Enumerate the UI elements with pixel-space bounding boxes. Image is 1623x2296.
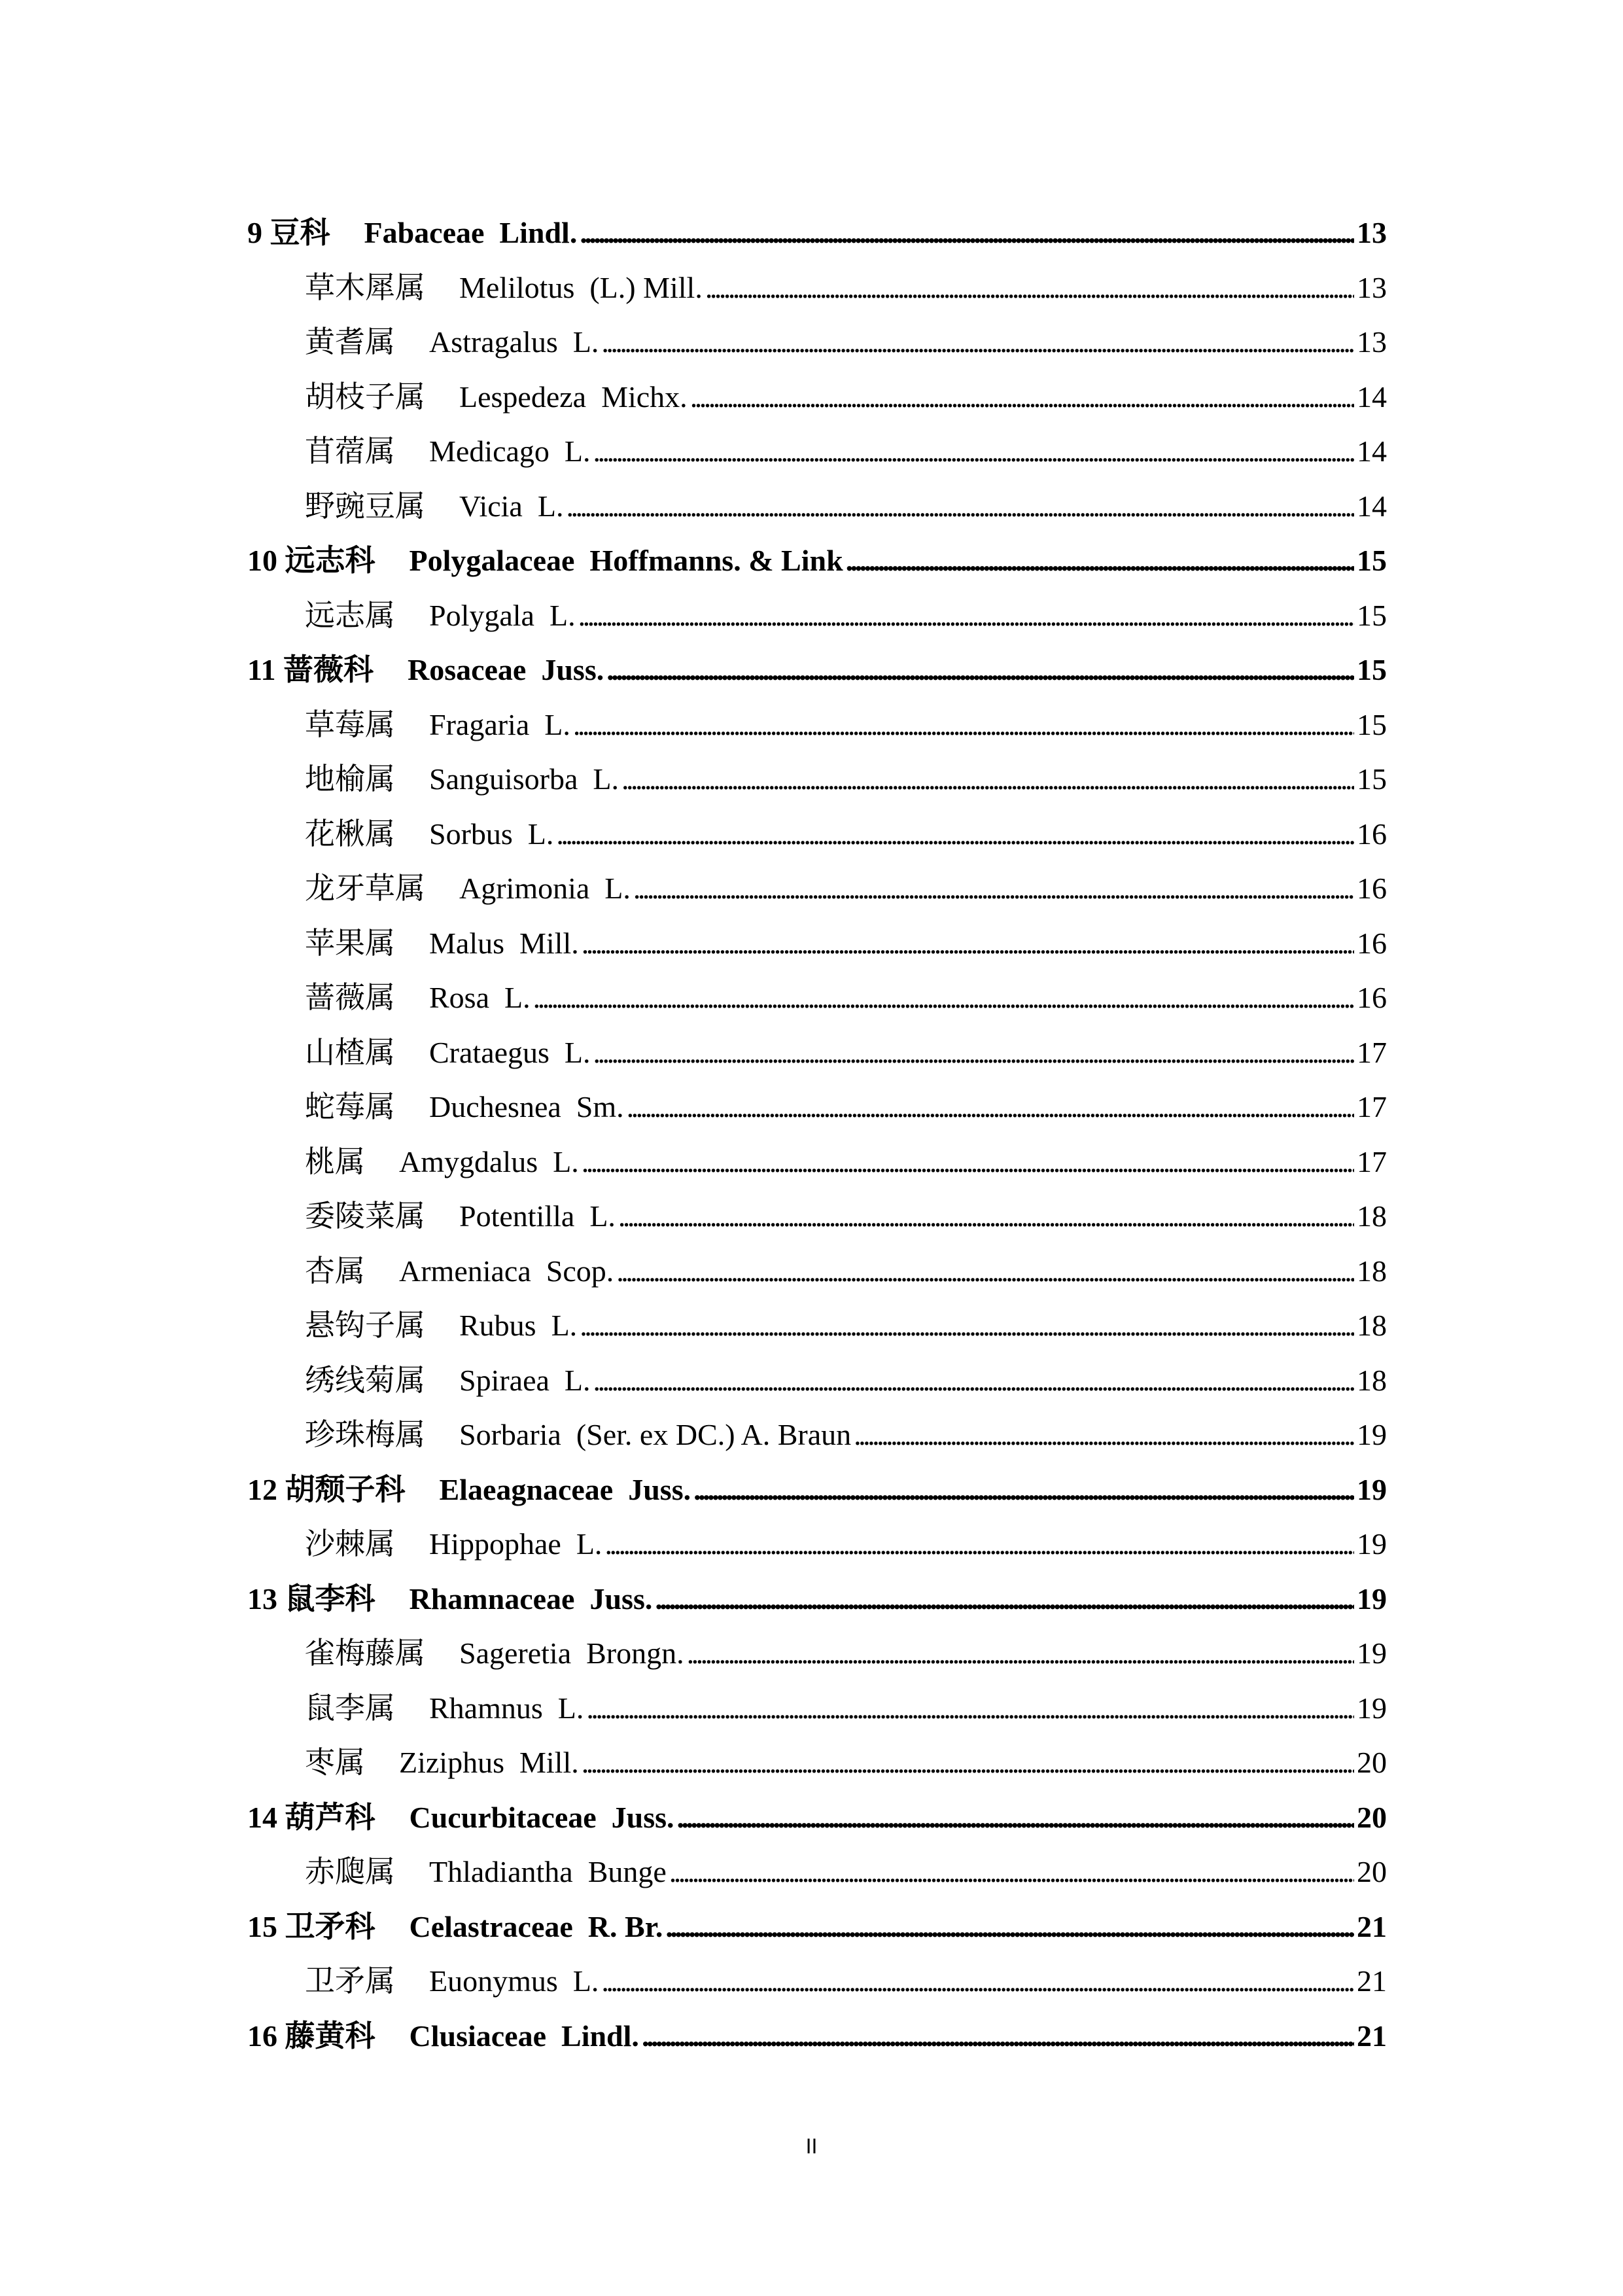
dot-leader xyxy=(601,1954,1354,2009)
genus-chinese-name: 草木犀属 xyxy=(305,270,425,304)
toc-page-number: 16 xyxy=(1357,926,1387,960)
genus-chinese-name: 花楸属 xyxy=(305,817,395,851)
toc-page-number: 15 xyxy=(1357,707,1387,741)
genus-chinese-name: 委陵菜属 xyxy=(305,1199,425,1233)
genus-chinese-name: 绣线菊属 xyxy=(305,1363,425,1397)
genus-latin-name: Spiraea L. xyxy=(459,1363,591,1397)
genus-chinese-name: 山楂属 xyxy=(305,1035,395,1069)
dot-leader xyxy=(582,1735,1354,1790)
family-latin-name: Rhamnaceae Juss. xyxy=(409,1581,653,1616)
toc-entry-label xyxy=(305,1189,616,1244)
toc-family-entry[interactable] xyxy=(247,1790,1387,1845)
toc-page-number: 19 xyxy=(1357,1636,1387,1670)
toc-genus-entry[interactable] xyxy=(247,1353,1387,1408)
toc-page-number: 14 xyxy=(1357,489,1387,523)
family-number: 13 xyxy=(247,1581,277,1616)
toc-page-number: 19 xyxy=(1357,1691,1387,1725)
toc-genus-entry[interactable] xyxy=(247,1681,1387,1736)
toc-genus-entry[interactable] xyxy=(247,916,1387,971)
genus-chinese-name: 蔷薇属 xyxy=(305,981,395,1014)
toc-entry-label xyxy=(305,1353,591,1408)
dot-leader xyxy=(677,1790,1354,1845)
toc-entry-label xyxy=(305,1135,579,1190)
genus-chinese-name: 龙牙草属 xyxy=(305,872,425,905)
toc-genus-entry[interactable] xyxy=(247,1735,1387,1790)
toc-genus-entry[interactable] xyxy=(247,1189,1387,1244)
toc-entry-label xyxy=(305,1954,599,2009)
dot-leader xyxy=(705,260,1354,315)
toc-genus-entry[interactable] xyxy=(247,1626,1387,1681)
genus-latin-name: Agrimonia L. xyxy=(459,872,631,905)
genus-latin-name: Sageretia Brongn. xyxy=(459,1636,684,1670)
genus-latin-name: Malus Mill. xyxy=(429,926,579,960)
genus-latin-name: Thladiantha Bunge xyxy=(429,1855,667,1888)
genus-chinese-name: 胡枝子属 xyxy=(305,380,425,414)
toc-family-entry[interactable] xyxy=(247,1462,1387,1517)
genus-latin-name: Euonymus L. xyxy=(429,1964,599,1998)
dot-leader xyxy=(854,1407,1354,1462)
family-latin-name: Celastraceae R. Br. xyxy=(409,1909,663,1943)
toc-page-number: 21 xyxy=(1357,2019,1387,2053)
genus-latin-name: Astragalus L. xyxy=(429,325,599,359)
toc-page-number: 15 xyxy=(1357,544,1387,577)
toc-genus-entry[interactable] xyxy=(247,315,1387,370)
toc-entry-label xyxy=(305,1080,624,1135)
genus-chinese-name: 枣属 xyxy=(305,1746,365,1779)
toc-entry-label xyxy=(305,1681,584,1736)
family-number: 11 xyxy=(247,653,276,686)
toc-page-number: 18 xyxy=(1357,1363,1387,1397)
toc-entry-label xyxy=(305,1407,851,1462)
dot-leader xyxy=(586,1681,1354,1736)
dot-leader xyxy=(582,1135,1354,1190)
toc-page-number: 15 xyxy=(1357,598,1387,632)
toc-page-number: 21 xyxy=(1357,1964,1387,1998)
family-chinese-name: 葫芦科 xyxy=(285,1800,375,1834)
toc-page-number: 18 xyxy=(1357,1309,1387,1342)
family-number: 9 xyxy=(247,216,262,249)
genus-chinese-name: 苹果属 xyxy=(305,926,395,960)
genus-chinese-name: 桃属 xyxy=(305,1144,365,1178)
dot-leader xyxy=(665,1899,1354,1954)
family-latin-name: Cucurbitaceae Juss. xyxy=(409,1800,674,1834)
toc-genus-entry[interactable] xyxy=(247,1080,1387,1135)
toc-entry-label xyxy=(305,479,563,534)
toc-page-number: 17 xyxy=(1357,1090,1387,1123)
genus-latin-name: Armeniaca Scop. xyxy=(399,1254,614,1288)
genus-latin-name: Medicago L. xyxy=(429,434,591,468)
dot-leader xyxy=(593,1353,1354,1408)
dot-leader xyxy=(573,698,1354,752)
family-latin-name: Clusiaceae Lindl. xyxy=(409,2019,639,2053)
genus-latin-name: Polygala L. xyxy=(429,598,576,632)
dot-leader xyxy=(580,1298,1354,1353)
family-chinese-name: 鼠李科 xyxy=(285,1581,375,1616)
dot-leader xyxy=(582,916,1354,971)
dot-leader xyxy=(616,1244,1354,1299)
toc-genus-entry[interactable] xyxy=(247,1298,1387,1353)
toc-entry-label xyxy=(305,260,703,315)
family-number: 10 xyxy=(247,544,277,577)
toc-page-number: 13 xyxy=(1357,270,1387,304)
genus-chinese-name: 苜蓿属 xyxy=(305,434,395,468)
toc-page-number: 20 xyxy=(1357,1800,1387,1834)
toc-page-number: 18 xyxy=(1357,1254,1387,1288)
toc-entry-label xyxy=(305,807,553,862)
dot-leader xyxy=(566,479,1354,534)
toc-family-entry[interactable] xyxy=(247,533,1387,588)
genus-latin-name: Rubus L. xyxy=(459,1309,578,1342)
toc-genus-entry[interactable] xyxy=(247,1135,1387,1190)
genus-chinese-name: 蛇莓属 xyxy=(305,1090,395,1123)
genus-latin-name: Amygdalus L. xyxy=(399,1144,579,1178)
dot-leader xyxy=(627,1080,1354,1135)
toc-entry-label xyxy=(305,1626,684,1681)
genus-latin-name: Rhamnus L. xyxy=(429,1691,584,1725)
dot-leader xyxy=(846,533,1354,588)
family-latin-name: Rosaceae Juss. xyxy=(407,653,604,686)
family-chinese-name: 卫矛科 xyxy=(285,1909,375,1943)
toc-page-number: 20 xyxy=(1357,1855,1387,1888)
toc-genus-entry[interactable] xyxy=(247,1407,1387,1462)
family-chinese-name: 蔷薇科 xyxy=(283,653,374,686)
genus-latin-name: Crataegus L. xyxy=(429,1035,591,1069)
toc-entry-label xyxy=(305,1517,602,1572)
toc-page-number: 16 xyxy=(1357,872,1387,905)
dot-leader xyxy=(642,2009,1354,2064)
toc-page-number: 17 xyxy=(1357,1035,1387,1069)
toc-genus-entry[interactable] xyxy=(247,424,1387,479)
family-latin-name: Polygalaceae Hoffmanns. & Link xyxy=(409,544,843,577)
toc-entry-label xyxy=(305,698,570,752)
toc-entry-label xyxy=(305,916,579,971)
family-chinese-name: 藤黄科 xyxy=(285,2019,375,2053)
genus-latin-name: Duchesnea Sm. xyxy=(429,1090,624,1123)
toc-family-entry[interactable] xyxy=(247,2009,1387,2064)
family-latin-name: Elaeagnaceae Juss. xyxy=(439,1472,691,1506)
dot-leader xyxy=(621,752,1354,807)
toc-entry-label xyxy=(305,752,619,807)
toc-entry-label xyxy=(305,1845,667,1899)
toc-genus-entry[interactable] xyxy=(247,1845,1387,1899)
genus-chinese-name: 远志属 xyxy=(305,598,395,632)
toc-entry-label xyxy=(305,970,531,1025)
family-chinese-name: 豆科 xyxy=(270,216,330,249)
page-number-footer: II xyxy=(805,2134,818,2158)
toc-page-number: 15 xyxy=(1357,653,1387,686)
dot-leader xyxy=(580,205,1354,260)
family-number: 16 xyxy=(247,2019,277,2053)
dot-leader xyxy=(618,1189,1354,1244)
dot-leader xyxy=(593,1025,1354,1080)
dot-leader xyxy=(601,315,1354,370)
toc-page-number: 19 xyxy=(1357,1581,1387,1616)
dot-leader xyxy=(533,970,1354,1025)
family-number: 14 xyxy=(247,1800,277,1834)
toc-page-number: 13 xyxy=(1357,216,1387,249)
toc-genus-entry[interactable] xyxy=(247,588,1387,643)
genus-latin-name: Sorbaria (Ser. ex DC.) A. Braun xyxy=(459,1418,852,1451)
genus-chinese-name: 黄耆属 xyxy=(305,325,395,359)
toc-genus-entry[interactable] xyxy=(247,970,1387,1025)
toc-page-number: 13 xyxy=(1357,325,1387,359)
toc-entry-label xyxy=(305,370,688,425)
toc-page-number: 19 xyxy=(1357,1472,1387,1506)
toc-genus-entry[interactable] xyxy=(247,698,1387,752)
toc-page-number: 19 xyxy=(1357,1418,1387,1451)
toc-entry-label xyxy=(305,315,599,370)
toc-page-number: 15 xyxy=(1357,762,1387,796)
genus-chinese-name: 鼠李属 xyxy=(305,1691,395,1725)
toc-page-number: 19 xyxy=(1357,1527,1387,1561)
genus-latin-name: Fragaria L. xyxy=(429,707,570,741)
toc-page-number: 14 xyxy=(1357,380,1387,414)
toc-entry-label xyxy=(305,1025,591,1080)
toc-entry-label xyxy=(247,643,604,698)
genus-latin-name: Sorbus L. xyxy=(429,817,554,851)
toc-family-entry[interactable] xyxy=(247,1572,1387,1627)
toc-entry-label xyxy=(305,1244,614,1299)
dot-leader xyxy=(669,1845,1354,1899)
dot-leader xyxy=(693,1462,1354,1517)
toc-genus-entry[interactable] xyxy=(247,479,1387,534)
genus-latin-name: Lespedeza Michx. xyxy=(459,380,688,414)
toc-page-number: 20 xyxy=(1357,1746,1387,1779)
dot-leader xyxy=(687,1626,1354,1681)
toc-genus-entry[interactable] xyxy=(247,260,1387,315)
genus-chinese-name: 珍珠梅属 xyxy=(305,1418,425,1451)
dot-leader xyxy=(593,424,1354,479)
toc-page-number: 18 xyxy=(1357,1199,1387,1233)
toc-genus-entry[interactable] xyxy=(247,1025,1387,1080)
toc-entry-label xyxy=(305,1298,577,1353)
toc-entry-label xyxy=(305,861,631,916)
genus-latin-name: Sanguisorba L. xyxy=(429,762,620,796)
genus-chinese-name: 野豌豆属 xyxy=(305,489,425,523)
toc-genus-entry[interactable] xyxy=(247,807,1387,862)
table-of-contents xyxy=(247,205,1387,2063)
toc-entry-label xyxy=(247,1462,691,1517)
toc-family-entry[interactable] xyxy=(247,205,1387,260)
family-latin-name: Fabaceae Lindl. xyxy=(364,216,578,249)
toc-entry-label xyxy=(247,2009,639,2064)
toc-family-entry[interactable] xyxy=(247,643,1387,698)
genus-latin-name: Vicia L. xyxy=(459,489,564,523)
family-number: 15 xyxy=(247,1909,277,1943)
toc-genus-entry[interactable] xyxy=(247,1954,1387,2009)
family-chinese-name: 远志科 xyxy=(285,544,375,577)
genus-chinese-name: 沙棘属 xyxy=(305,1527,395,1561)
toc-family-entry[interactable] xyxy=(247,1899,1387,1954)
dot-leader xyxy=(690,370,1354,425)
dot-leader xyxy=(578,588,1354,643)
dot-leader xyxy=(655,1572,1354,1627)
dot-leader xyxy=(604,1517,1354,1572)
toc-page-number: 14 xyxy=(1357,434,1387,468)
toc-genus-entry[interactable] xyxy=(247,1517,1387,1572)
genus-latin-name: Potentilla L. xyxy=(459,1199,616,1233)
toc-entry-label xyxy=(247,1790,674,1845)
family-chinese-name: 胡颓子科 xyxy=(285,1472,406,1506)
genus-chinese-name: 杏属 xyxy=(305,1254,365,1288)
genus-chinese-name: 雀梅藤属 xyxy=(305,1636,425,1670)
genus-chinese-name: 卫矛属 xyxy=(305,1964,395,1998)
toc-entry-label xyxy=(305,424,591,479)
toc-genus-entry[interactable] xyxy=(247,861,1387,916)
genus-latin-name: Ziziphus Mill. xyxy=(399,1746,579,1779)
toc-entry-label xyxy=(247,205,577,260)
toc-entry-label xyxy=(247,533,843,588)
toc-page-number: 17 xyxy=(1357,1144,1387,1178)
genus-chinese-name: 赤瓟属 xyxy=(305,1855,395,1888)
genus-chinese-name: 悬钩子属 xyxy=(305,1309,425,1342)
dot-leader xyxy=(633,861,1354,916)
genus-chinese-name: 地榆属 xyxy=(305,762,395,796)
genus-latin-name: Melilotus (L.) Mill. xyxy=(459,270,703,304)
toc-entry-label xyxy=(305,1735,579,1790)
genus-latin-name: Hippophae L. xyxy=(429,1527,602,1561)
toc-page-number: 21 xyxy=(1357,1909,1387,1943)
genus-chinese-name: 草莓属 xyxy=(305,707,395,741)
genus-latin-name: Rosa L. xyxy=(429,981,531,1014)
toc-page-number: 16 xyxy=(1357,981,1387,1014)
dot-leader xyxy=(606,643,1354,698)
toc-entry-label xyxy=(305,588,576,643)
toc-page-number: 16 xyxy=(1357,817,1387,851)
family-number: 12 xyxy=(247,1472,277,1506)
toc-entry-label xyxy=(247,1899,663,1954)
toc-genus-entry[interactable] xyxy=(247,370,1387,425)
toc-genus-entry[interactable] xyxy=(247,752,1387,807)
toc-entry-label xyxy=(247,1572,652,1627)
dot-leader xyxy=(556,807,1354,862)
toc-genus-entry[interactable] xyxy=(247,1244,1387,1299)
